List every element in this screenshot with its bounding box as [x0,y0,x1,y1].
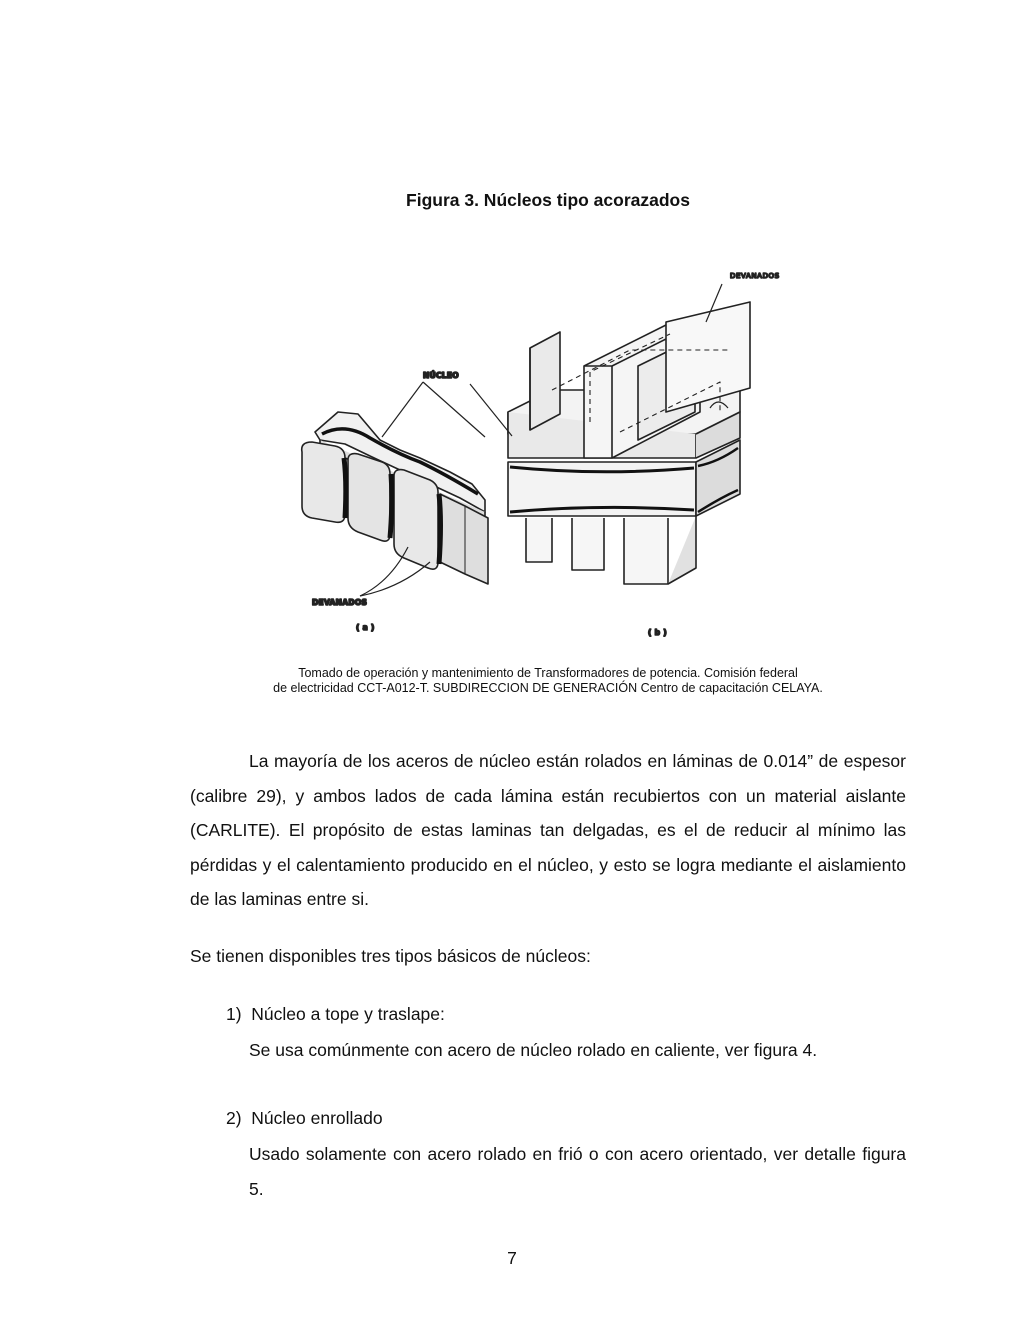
figure-source-caption [0,666,1024,696]
paragraph-core-steel: La mayoría de los aceros de núcleo están rolados en láminas de 0.014” de espesor (calibre 29), y ambos lados de cada lámina están recubiertos con un material aislante (CARLITE). El propósito de estas laminas tan delgadas, es el de reducir al mínimo las pérdidas y el calentamiento producido en el núcleo, y esto se logra mediante el aislamiento de las laminas entre si. [190,751,906,909]
source-line-2: de electricidad CCT-A012-T. SUBDIRECCION DE GENERACIÓN Centro de capacitación CELAYA. [273,681,823,695]
figure-title: Figura 3. Núcleos tipo acorazados [406,190,690,210]
label-part-a: ( a ) [356,623,375,632]
item-number: 2) [226,1108,242,1128]
page-number: 7 [507,1248,517,1268]
core-b-drawing [470,284,750,584]
paragraph-core-types: Se tienen disponibles tres tipos básicos de núcleos: [190,946,591,966]
core-a-drawing [302,382,488,596]
figure-diagram [290,262,810,647]
item-title: Núcleo a tope y traslape: [251,1004,445,1024]
label-devanados-a: DEVANADOS [312,598,368,607]
label-devanados-b: DEVANADOS [730,272,780,280]
label-part-b: ( b ) [648,628,667,637]
item-title: Núcleo enrollado [251,1108,383,1128]
item-number: 1) [226,1004,242,1024]
item-text: Usado solamente con acero rolado en frió o con acero orientado, ver detalle figura 5. [249,1144,906,1199]
label-nucleo: NÚCLEO [423,371,459,380]
item-text: Se usa comúnmente con acero de núcleo rolado en caliente, ver figura 4. [249,1040,818,1060]
source-line-1: Tomado de operación y mantenimiento de Transformadores de potencia. Comisión federal [298,666,798,680]
